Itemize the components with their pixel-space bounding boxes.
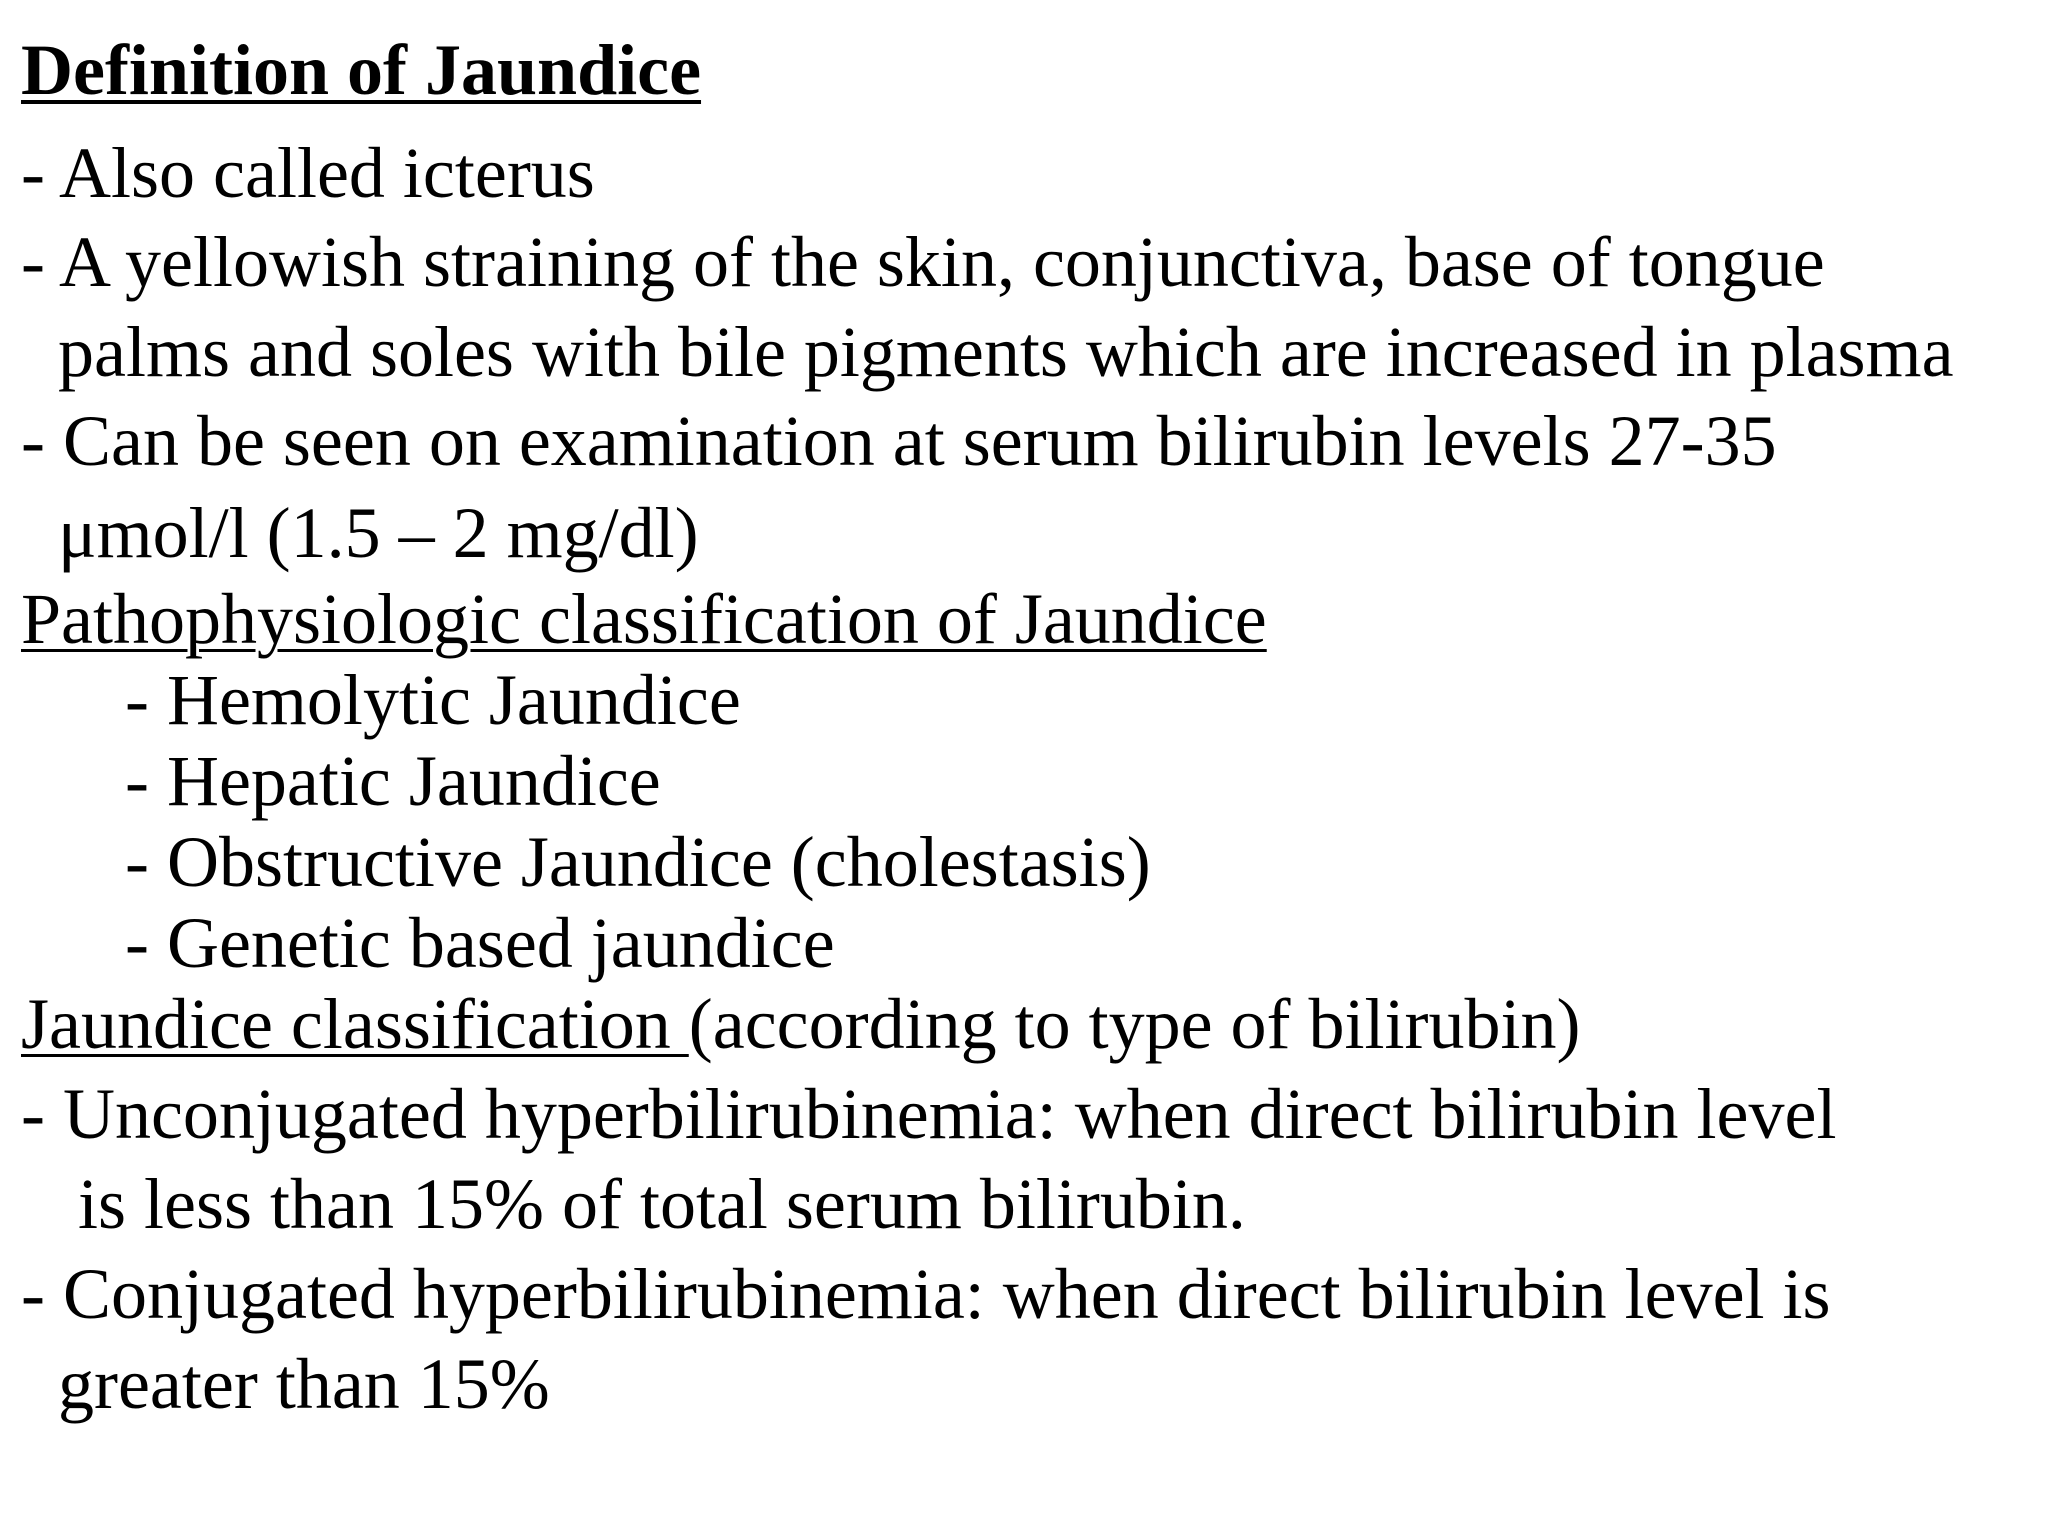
pathophysiologic-item-3: - Obstructive Jaundice (cholestasis) xyxy=(125,822,1151,902)
pathophysiologic-item-4: - Genetic based jaundice xyxy=(125,903,835,983)
definition-title: Definition of Jaundice xyxy=(21,30,702,110)
bilirubin-classification-heading-row xyxy=(21,984,1581,1064)
definition-line-5: μmol/l (1.5 – 2 mg/dl) xyxy=(58,493,699,573)
pathophysiologic-item-1: - Hemolytic Jaundice xyxy=(125,660,741,740)
bilirubin-classification-heading-suffix: (according to type of bilirubin) xyxy=(688,984,1581,1064)
definition-line-3: palms and soles with bile pigments which are increased in plasma xyxy=(58,312,1954,392)
definition-line-1: - Also called icterus xyxy=(21,133,595,213)
bilirubin-line-3: - Conjugated hyperbilirubinemia: when direct bilirubin level is xyxy=(21,1254,1831,1334)
definition-line-4: - Can be seen on examination at serum bilirubin levels 27-35 xyxy=(21,401,1777,481)
bilirubin-classification-heading: Jaundice classification xyxy=(21,984,689,1064)
bilirubin-line-4: greater than 15% xyxy=(58,1344,550,1424)
pathophysiologic-heading: Pathophysiologic classification of Jaundice xyxy=(21,579,1267,659)
bilirubin-line-2: is less than 15% of total serum bilirubin. xyxy=(78,1164,1246,1244)
definition-line-2: - A yellowish straining of the skin, conjunctiva, base of tongue xyxy=(21,222,1825,302)
bilirubin-line-1: - Unconjugated hyperbilirubinemia: when direct bilirubin level xyxy=(21,1074,1837,1154)
pathophysiologic-item-2: - Hepatic Jaundice xyxy=(125,741,661,821)
